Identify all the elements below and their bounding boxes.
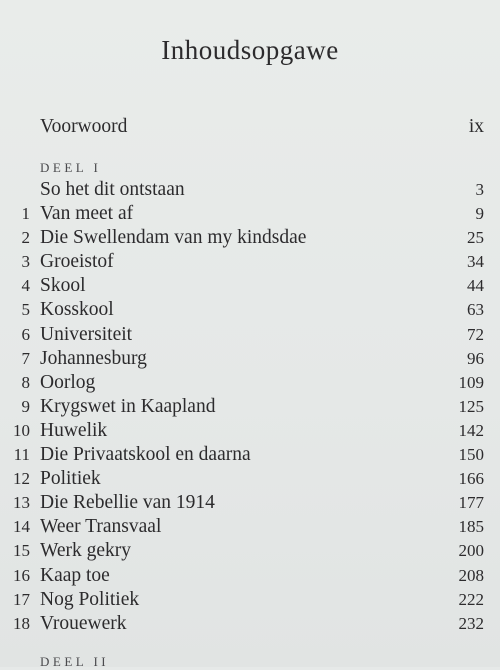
chapter-number: 2 (21, 228, 30, 248)
chapter-title: Huwelik (40, 419, 108, 441)
chapter-number: 9 (21, 396, 30, 416)
chapter-page: 200 (458, 541, 484, 561)
chapter-title: Die Rebellie van 1914 (40, 492, 215, 514)
toc-row (0, 250, 484, 274)
chapter-page: 177 (458, 493, 484, 513)
chapter-title: So het dit ontstaan (40, 179, 185, 200)
preface-label: Voorwoord (40, 116, 128, 137)
toc-row (0, 178, 484, 202)
toc-row (0, 515, 484, 539)
toc-row (0, 395, 484, 419)
chapter-number: 11 (13, 445, 30, 465)
toc-row (0, 202, 484, 226)
chapter-page: 232 (458, 613, 484, 633)
chapter-number: 13 (13, 493, 30, 513)
chapter-number: 15 (13, 541, 30, 561)
toc-row (0, 347, 484, 371)
chapter-page: 166 (458, 469, 484, 489)
chapter-title: Vrouewerk (40, 612, 127, 634)
chapter-title: Nog Politiek (40, 588, 140, 610)
chapter-title: Groeistof (40, 251, 114, 273)
toc-row (0, 612, 484, 636)
chapter-number: 7 (21, 348, 30, 368)
chapter-title: Johannesburg (40, 347, 147, 369)
chapter-number: 17 (13, 589, 30, 609)
chapter-page: 208 (458, 565, 484, 585)
chapter-title: Kaap toe (40, 564, 110, 586)
toc-row (0, 274, 484, 298)
chapter-page: 72 (467, 324, 484, 344)
chapter-number: 6 (21, 324, 30, 344)
toc-row (0, 491, 484, 515)
chapter-number: 5 (21, 300, 30, 320)
toc-row (0, 226, 484, 250)
chapter-title: Universiteit (40, 323, 133, 345)
chapter-number: 12 (13, 469, 30, 489)
toc-row (0, 323, 484, 347)
chapter-number: 16 (13, 565, 30, 585)
toc-row (0, 371, 484, 395)
chapter-number: 14 (13, 517, 30, 537)
chapter-title: Politiek (40, 468, 101, 490)
chapter-number: 3 (21, 252, 30, 272)
chapter-title: Die Swellendam van my kindsdae (40, 227, 307, 249)
chapter-number: 4 (21, 276, 30, 296)
chapter-page: 142 (458, 420, 484, 440)
chapter-title: Van meet af (40, 203, 134, 225)
chapter-page: 125 (458, 396, 484, 416)
preface-page: ix (468, 116, 484, 137)
chapter-page: 3 (475, 180, 484, 199)
preface-entry (40, 116, 484, 142)
toc-row (0, 419, 484, 443)
section-heading-part-2: DEEL II (40, 654, 110, 669)
chapter-title: Die Privaatskool en daarna (40, 444, 251, 466)
chapter-page: 96 (467, 348, 484, 368)
chapter-title: Kosskool (40, 299, 114, 321)
chapter-number: 1 (21, 204, 30, 224)
chapter-page: 44 (467, 276, 484, 296)
toc-row (0, 467, 484, 491)
chapter-title: Skool (40, 275, 86, 297)
table-of-contents (0, 178, 484, 636)
chapter-title: Werk gekry (40, 540, 132, 562)
toc-row (0, 588, 484, 612)
chapter-page: 63 (467, 300, 484, 320)
toc-row (0, 564, 484, 588)
chapter-number: 10 (13, 420, 30, 440)
chapter-title: Weer Transvaal (40, 516, 162, 538)
chapter-page: 34 (467, 252, 484, 272)
chapter-page: 222 (458, 589, 484, 609)
chapter-page: 109 (458, 372, 484, 392)
toc-row (0, 539, 484, 563)
toc-row (0, 443, 484, 467)
chapter-title: Krygswet in Kaapland (40, 395, 216, 417)
chapter-title: Oorlog (40, 371, 96, 393)
chapter-page: 9 (475, 204, 484, 224)
toc-row (0, 298, 484, 322)
chapter-page: 185 (458, 517, 484, 537)
chapter-number: 18 (13, 613, 30, 633)
page-title: Inhoudsopgawe (161, 35, 339, 65)
section-heading-part-1: DEEL I (40, 160, 102, 175)
chapter-number: 8 (21, 372, 30, 392)
chapter-page: 25 (467, 228, 484, 248)
chapter-page: 150 (458, 445, 484, 465)
